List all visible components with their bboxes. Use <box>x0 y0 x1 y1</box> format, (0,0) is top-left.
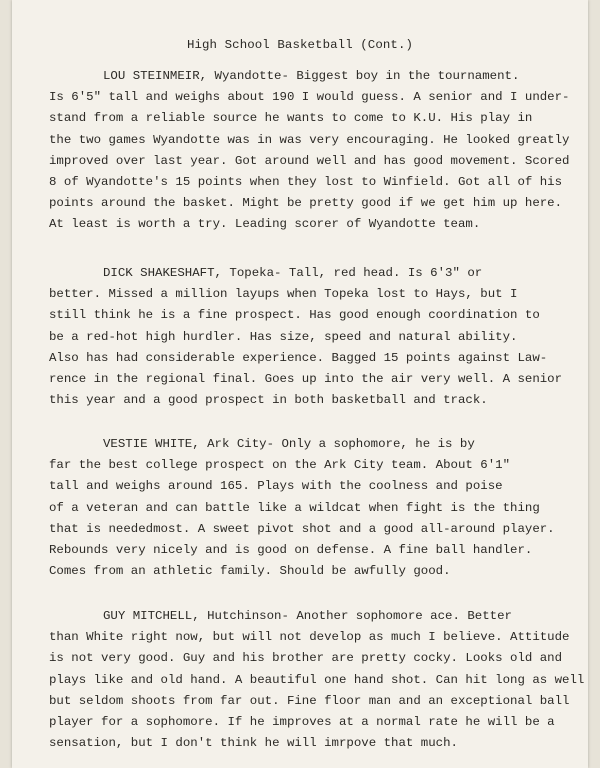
paragraph-3-line-4: of a veteran and can battle like a wildcat when fight is the thing <box>49 500 540 515</box>
paragraph-2-line-5: Also has had considerable experience. Bagged 15 points against Law- <box>49 350 548 365</box>
paragraph-3-line-3: tall and weighs around 165. Plays with the coolness and poise <box>49 479 503 494</box>
paragraph-2-line-2: better. Missed a million layups when Topeka lost to Hays, but I <box>49 287 518 302</box>
paragraph-2-line-4: be a red-hot high hurdler. Has size, speed and natural ability. <box>49 329 518 344</box>
paragraph-1-line-6: 8 of Wyandotte's 15 points when they lost to Winfield. Got all of his <box>49 175 563 189</box>
paragraph-4-line-1: GUY MITCHELL, Hutchinson- Another sophomore ace. Better <box>103 609 512 623</box>
paragraph-1-line-1: LOU STEINMEIR, Wyandotte- Biggest boy in the tournament. <box>103 69 520 83</box>
paragraph-3-line-7: Comes from an athletic family. Should be awfully good. <box>49 564 451 579</box>
paragraph-1-line-5: improved over last year. Got around well and has good movement. Scored <box>49 153 570 168</box>
paragraph-4-line-2: than White right now, but will not develop as much I believe. Attitude <box>49 630 570 645</box>
paragraph-4-line-6: player for a sophomore. If he improves at a normal rate he will be a <box>49 715 555 729</box>
paragraph-1-line-3: stand from a reliable source he wants to come to K.U. His play in <box>49 111 533 126</box>
paragraph-2-line-1: DICK SHAKESHAFT, Topeka- Tall, red head. Is 6'3" or <box>103 266 483 280</box>
paragraph-3-line-6: Rebounds very nicely and is good on defense. A fine ball handler. <box>49 543 533 557</box>
paragraph-1-line-8: At least is worth a try. Leading scorer of Wyandotte team. <box>49 217 481 232</box>
paragraph-1-line-2: Is 6'5" tall and weighs about 190 I would guess. A senior and I under- <box>49 90 570 105</box>
paragraph-2-line-6: rence in the regional final. Goes up into the air very well. A senior <box>49 372 563 386</box>
paragraph-1-line-7: points around the basket. Might be pretty good if we get him up here. <box>49 196 563 211</box>
paragraph-4-line-5: but seldom shoots from far out. Fine floor man and an exceptional ball <box>49 693 570 708</box>
page-title: High School Basketball (Cont.) <box>186 38 414 52</box>
typewritten-page <box>12 0 588 768</box>
paragraph-3-line-1: VESTIE WHITE, Ark City- Only a sophomore, he is by <box>103 437 475 451</box>
paragraph-1-line-4: the two games Wyandotte was in was very encouraging. He looked greatly <box>49 132 570 147</box>
paragraph-3-line-2: far the best college prospect on the Ark City team. About 6'1" <box>49 458 511 473</box>
paragraph-2-line-3: still think he is a fine prospect. Has good enough coordination to <box>49 308 540 323</box>
paragraph-4-line-3: is not very good. Guy and his brother are pretty cocky. Looks old and <box>49 651 563 666</box>
paragraph-4-line-4: plays like and old hand. A beautiful one hand shot. Can hit long as well <box>49 672 585 687</box>
paragraph-3-line-5: that is neededmost. A sweet pivot shot and a good all-around player. <box>49 521 555 536</box>
paragraph-2-line-7: this year and a good prospect in both basketball and track. <box>49 393 488 408</box>
paragraph-4-line-7: sensation, but I don't think he will imrpove that much. <box>49 736 458 751</box>
